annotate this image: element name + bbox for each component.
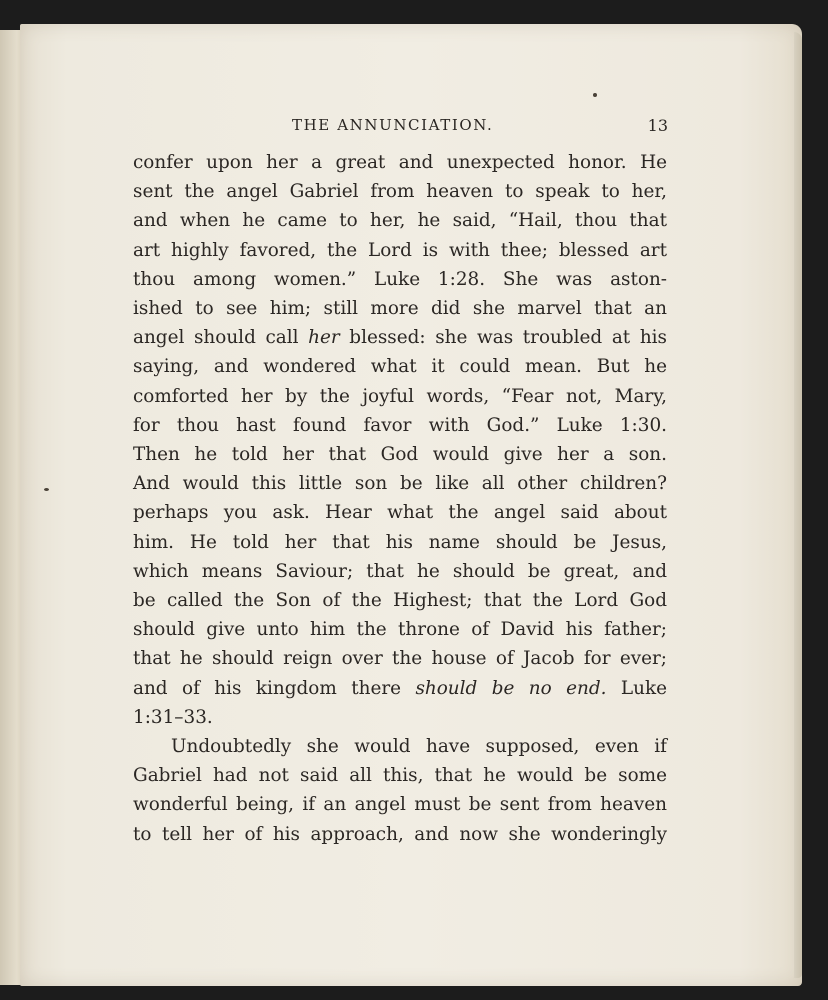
text-line [133, 206, 667, 235]
text-line [133, 265, 667, 294]
text-segment: Luke [606, 677, 668, 699]
text-segment: thou among women.” Luke 1:28. She was aston- [133, 268, 667, 290]
page-fore-edge [794, 32, 802, 978]
text-segment: wonderful being, if an angel must be sent from heaven [133, 794, 667, 816]
text-segment: and when he came to her, he said, “Hail, thou that [133, 210, 667, 232]
text-segment: 1:31–33. [133, 706, 213, 728]
text-segment: perhaps you ask. Hear what the angel said about [133, 502, 667, 524]
text-line [133, 615, 667, 644]
text-line [133, 528, 667, 557]
text-segment: and of his kingdom there [133, 677, 416, 699]
body-text [133, 148, 667, 849]
text-line [133, 703, 667, 732]
italic-text: should be no end. [415, 677, 607, 699]
text-line [133, 498, 667, 527]
text-line [133, 382, 667, 411]
text-segment: Gabriel had not said all this, that he would be some [133, 765, 667, 787]
text-segment: art highly favored, the Lord is with thee; blessed art [133, 239, 667, 261]
text-segment: sent the angel Gabriel from heaven to speak to her, [133, 181, 667, 203]
text-segment: blessed: she was troubled at his [339, 327, 667, 349]
text-line [133, 586, 667, 615]
text-segment: that he should reign over the house of Jacob for ever; [133, 648, 667, 670]
text-line [133, 761, 667, 790]
running-title: THE ANNUNCIATION. [292, 116, 494, 134]
text-line [133, 820, 667, 849]
ink-speck [44, 488, 49, 491]
text-line [133, 177, 667, 206]
text-line [133, 732, 667, 761]
italic-text: her [308, 327, 340, 349]
text-line [133, 411, 667, 440]
ink-speck [593, 93, 597, 97]
text-line [133, 294, 667, 323]
text-segment: Then he told her that God would give her a son. [133, 444, 667, 466]
text-segment: ished to see him; still more did she marvel that an [133, 298, 667, 320]
text-segment: which means Saviour; that he should be great, and [133, 560, 667, 582]
text-segment: to tell her of his approach, and now she wonderingly [133, 823, 667, 845]
text-line [133, 236, 667, 265]
text-line [133, 352, 667, 381]
text-line [133, 644, 667, 673]
text-segment: him. He told her that his name should be Jesus, [133, 531, 667, 553]
text-line [133, 323, 667, 352]
text-line [133, 440, 667, 469]
text-segment: saying, and wondered what it could mean. But he [133, 356, 667, 378]
text-segment: should give unto him the throne of David his father; [133, 619, 667, 641]
running-header [292, 116, 668, 138]
text-segment: comforted her by the joyful words, “Fear not, Mary, [133, 385, 667, 407]
text-line [133, 469, 667, 498]
text-segment: angel should call [133, 327, 309, 349]
page-number: 13 [647, 116, 668, 135]
text-segment: And would this little son be like all other children? [133, 473, 667, 495]
text-segment: confer upon her a great and unexpected honor. He [133, 152, 667, 173]
text-segment: for thou hast found favor with God.” Luke 1:30. [133, 414, 667, 436]
text-line [133, 557, 667, 586]
text-line [133, 148, 667, 177]
text-segment: be called the Son of the Highest; that the Lord God [133, 590, 667, 612]
text-line [133, 790, 667, 819]
text-line [133, 674, 667, 703]
text-segment: Undoubtedly she would have supposed, even if [171, 736, 667, 758]
